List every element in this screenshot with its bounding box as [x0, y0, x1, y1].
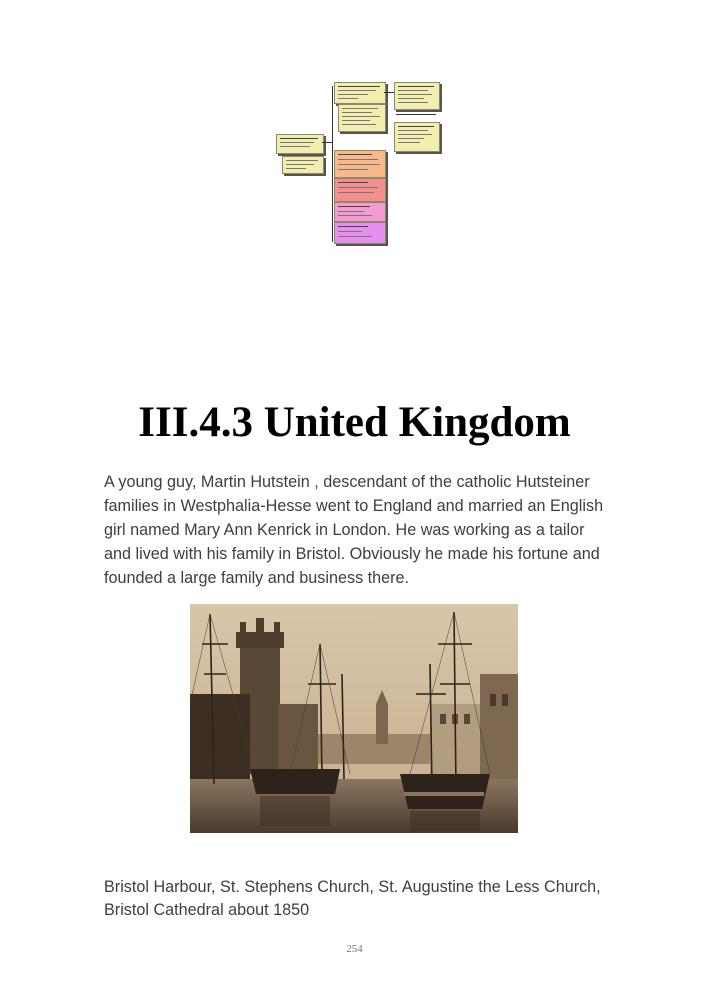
page-number: 254	[346, 943, 363, 955]
tree-box-salmon	[334, 178, 386, 202]
bristol-harbour-engraving	[190, 604, 518, 833]
tree-box-violet	[334, 222, 386, 244]
tree-connector	[384, 92, 394, 93]
section-heading: III.4.3 United Kingdom	[138, 399, 571, 446]
tree-box-root	[276, 134, 324, 154]
tree-box-pink	[334, 202, 386, 222]
tree-box-gen2-b	[338, 104, 386, 132]
tree-box-peach	[334, 150, 386, 178]
image-caption: Bristol Harbour, St. Stephens Church, St. Augustine the Less Church, Bristol Cathedral about 1850	[104, 878, 601, 919]
tree-box-gen3-b	[394, 122, 440, 152]
body-paragraph: A young guy, Martin Hutstein , descendant of the catholic Hutsteiner families in Westphalia-Hesse went to England and married an English girl named Mary Ann Kenrick in London. He was working as a tailor and lived with his family in Bristol. Obviously he made his fortune and founded a large family and business there.	[104, 473, 604, 587]
tree-connector	[332, 86, 333, 242]
family-tree-diagram	[270, 78, 446, 248]
tree-box-gen3-a	[394, 82, 440, 110]
tree-connector	[322, 142, 332, 143]
tree-connector	[396, 114, 436, 115]
tree-box-root-child	[282, 156, 324, 174]
tree-box-gen2-a	[334, 82, 386, 104]
